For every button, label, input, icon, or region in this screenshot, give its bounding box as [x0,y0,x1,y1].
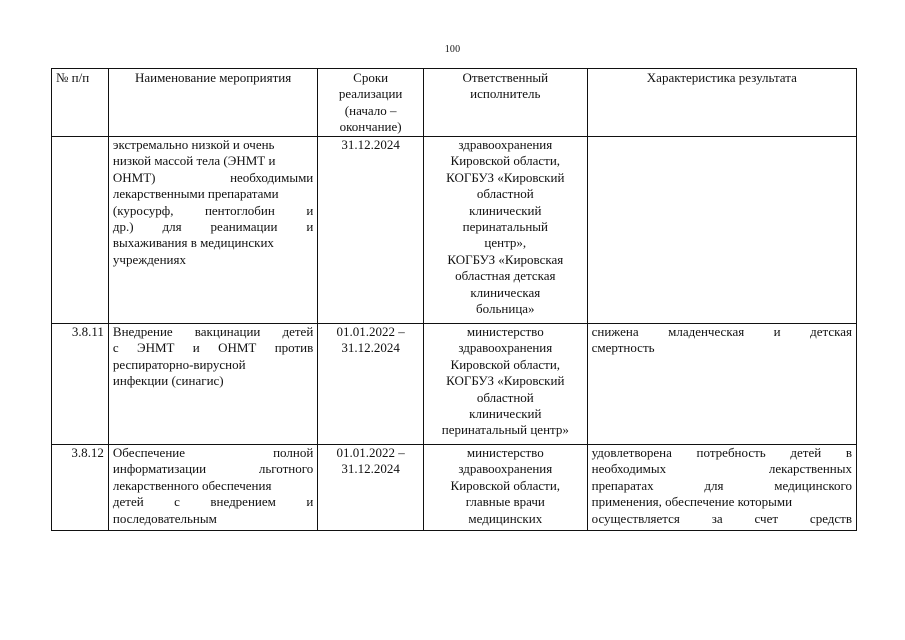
text-line: областная детская [455,268,556,284]
text-line: областной [476,389,534,405]
text-line: перинатальный центр» [441,422,569,438]
table-header-row [52,69,857,137]
text-line: препаратах для медицинского [591,477,852,493]
text-line: ОНМТ) необходимыми [112,169,314,185]
text-line: Внедрение вакцинации детей [112,324,314,339]
text-line: Кировской области, [450,356,561,372]
text-line: Кировской области, [450,477,561,493]
text-line: 01.01.2022 – [336,445,405,460]
text-line: низкой массой тела (ЭНМТ и [112,153,276,169]
text-line: 31.12.2024 [341,340,400,356]
text-line: инфекции (синагис) [112,373,224,389]
row-number: 3.8.12 [52,445,109,531]
text-line: экстремально низкой и очень [112,137,275,152]
row-number [52,137,109,324]
page-number: 100 [444,44,461,55]
measures-table [51,68,857,531]
header-term-line: реализации [338,86,403,102]
text-line: 01.01.2022 – [336,324,405,339]
text-line: КОГБУЗ «Кировская [447,251,564,267]
text-line: медицинских [468,510,543,526]
header-term-line: (начало – [344,102,397,118]
text-line: Кировской области, [450,153,561,169]
text-line: с ЭНМТ и ОНМТ против [112,340,314,356]
responsible-cell [423,324,587,445]
text-line: клиническая [470,284,541,300]
text-line: респираторно-вирусной [112,356,246,372]
header-responsible-line: Ответственный [462,70,549,85]
text-line: 31.12.2024 [341,137,400,152]
header-result: Характеристика результата [587,69,856,137]
text-line: удовлетворена потребность детей в [591,445,852,460]
term-cell [318,324,424,445]
header-term-line: окончание) [339,119,402,135]
text-line: детей с внедрением и [112,494,314,510]
text-line: перинатальный [462,219,548,235]
text-line: министерство [466,324,544,339]
text-line: др.) для реанимации и [112,219,314,235]
text-line: лекарственными препаратами [112,186,279,202]
table-row [52,137,857,324]
text-line: здравоохранения [458,137,553,152]
text-line: областной [476,186,534,202]
table-row [52,445,857,531]
term-cell [318,445,424,531]
responsible-cell [423,445,587,531]
result-cell [587,324,856,445]
table-row [52,324,857,445]
text-line: (куросурф, пентоглобин и [112,202,314,218]
text-line: информатизации льготного [112,461,314,477]
text-line: выхаживания в медицинских [112,235,274,251]
header-responsible-line: исполнитель [470,86,541,102]
text-line: применения, обеспечение которыми [591,494,793,510]
text-line: клинический [469,202,542,218]
result-cell [587,445,856,531]
text-line: Обеспечение полной [112,445,314,460]
header-responsible [423,69,587,137]
measure-name [108,445,317,531]
text-line: последовательным [112,510,217,526]
text-line: больница» [476,301,535,317]
text-line: учреждениях [112,251,186,267]
row-number: 3.8.11 [52,324,109,445]
text-line: необходимых лекарственных [591,461,852,477]
term-cell [318,137,424,324]
text-line: лекарственного обеспечения [112,477,272,493]
text-line: министерство [466,445,544,460]
text-line: клинический [469,406,542,422]
text-line: здравоохранения [458,340,553,356]
text-line: осуществляется за счет средств [591,510,852,526]
text-line: 31.12.2024 [341,461,400,477]
measure-name [108,324,317,445]
header-measure-name: Наименование мероприятия [108,69,317,137]
responsible-cell [423,137,587,324]
text-line: КОГБУЗ «Кировский [446,169,565,185]
header-term-line: Сроки [353,70,389,85]
header-term [318,69,424,137]
text-line: смертность [591,340,655,356]
header-number: № п/п [52,69,109,137]
measure-name [108,137,317,324]
text-line: здравоохранения [458,461,553,477]
text-line: главные врачи [465,494,545,510]
result-cell [587,137,856,324]
text-line: КОГБУЗ «Кировский [446,373,565,389]
text-line: снижена младенческая и детская [591,324,852,339]
text-line: центр», [484,235,527,251]
